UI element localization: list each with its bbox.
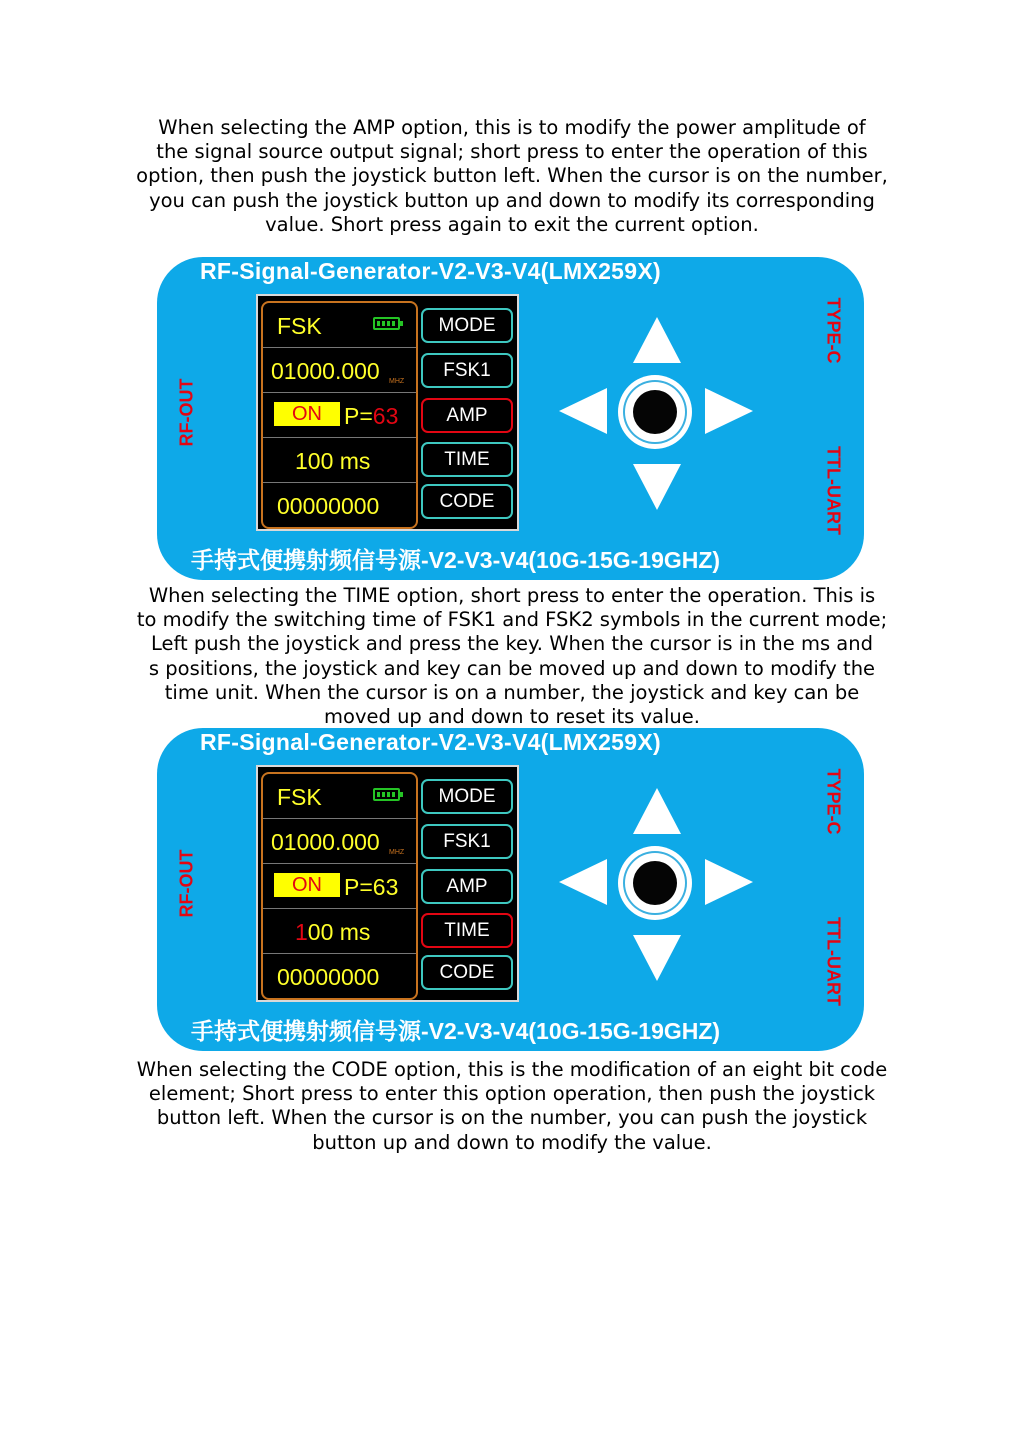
text-line: button left. When the cursor is on the number, you can push the joystick	[156, 1106, 868, 1130]
text-line: When selecting the AMP option, this is to modify the power amplitude of	[158, 116, 866, 139]
type-c-label: TYPE-C	[823, 768, 844, 835]
text-line: Left push the joystick and press the key. When the cursor is in the ms and	[151, 632, 873, 656]
code-row	[263, 483, 416, 528]
rf-out-label: RF-OUT	[176, 378, 197, 447]
time-value: 00 ms	[307, 919, 371, 945]
menu-fsk1-button: FSK1	[421, 824, 513, 859]
joystick-knob-icon	[618, 846, 692, 920]
power-row	[263, 864, 416, 909]
device-title: RF-Signal-Generator-V2-V3-V4(LMX259X)	[200, 258, 661, 284]
code-value: 00000000	[277, 493, 380, 519]
menu-amp-button: AMP	[421, 869, 513, 904]
device-footer: 手持式便携射频信号源-V2-V3-V4(10G-15G-19GHZ)	[191, 547, 721, 573]
menu-time-button: TIME	[421, 913, 513, 948]
text-line: the signal source output signal; short press to enter the operation of this	[156, 140, 868, 164]
mode-label: FSK	[277, 313, 322, 339]
mode-row	[263, 303, 416, 348]
unit-label: MHZ	[389, 378, 405, 385]
battery-icon	[373, 788, 400, 801]
menu-amp-button: AMP	[421, 398, 513, 433]
power-value: 63	[372, 874, 399, 900]
menu-mode-button: MODE	[421, 779, 513, 814]
text-line: time unit. When the cursor is on a number, the joystick and key can be	[164, 680, 860, 704]
unit-label: MHZ	[389, 849, 405, 856]
menu-mode-button: MODE	[421, 308, 513, 343]
text-line: to modify the switching time of FSK1 and FSK2 symbols in the current mode;	[136, 608, 888, 632]
text-line: you can push the joystick button up and down to modify its corresponding	[149, 188, 875, 212]
power-prefix: P=	[344, 874, 373, 900]
on-badge: ON	[274, 402, 340, 426]
menu-time-button: TIME	[421, 442, 513, 477]
time-row	[263, 438, 416, 483]
text-line: value. Short press again to exit the current option.	[265, 212, 759, 236]
status-panel	[261, 301, 418, 529]
frequency-value: 01000.000	[271, 829, 380, 855]
ttl-uart-label: TTL-UART	[823, 446, 844, 535]
rf-out-label: RF-OUT	[176, 849, 197, 918]
menu-code-button: CODE	[421, 955, 513, 990]
paragraph-amp	[90, 116, 934, 237]
power-row	[263, 393, 416, 438]
text-line: element; Short press to enter this option operation, then push the joystick	[148, 1082, 876, 1106]
arrow-down-icon	[633, 935, 681, 981]
joystick-knob-icon	[618, 375, 692, 449]
joystick	[559, 313, 755, 511]
time-row	[263, 909, 416, 954]
battery-icon	[373, 317, 400, 330]
power-value: 63	[372, 403, 399, 429]
mode-row	[263, 774, 416, 819]
status-panel	[261, 772, 418, 1000]
arrow-left-icon	[559, 388, 607, 434]
text-line: button up and down to modify the value.	[312, 1130, 712, 1154]
on-badge: ON	[274, 873, 340, 897]
device-illustration-time	[157, 728, 864, 1051]
arrow-right-icon	[705, 388, 753, 434]
text-line: s positions, the joystick and key can be moved up and down to modify the	[148, 656, 876, 680]
mode-label: FSK	[277, 784, 322, 810]
time-value: 100 ms	[295, 448, 371, 474]
frequency-row	[263, 819, 416, 864]
frequency-row	[263, 348, 416, 393]
text-line: option, then push the joystick button left. When the cursor is on the number,	[136, 164, 888, 188]
ttl-uart-label: TTL-UART	[823, 917, 844, 1006]
frequency-value: 01000.000	[271, 358, 380, 384]
arrow-left-icon	[559, 859, 607, 905]
code-row	[263, 954, 416, 999]
joystick	[559, 784, 755, 982]
paragraph-code	[90, 1058, 934, 1155]
menu-fsk1-button: FSK1	[421, 353, 513, 388]
time-lead-digit: 1	[295, 919, 308, 945]
arrow-up-icon	[633, 788, 681, 834]
arrow-right-icon	[705, 859, 753, 905]
device-illustration-amp	[157, 257, 864, 580]
paragraph-time	[90, 584, 934, 729]
code-value: 00000000	[277, 964, 380, 990]
text-line: When selecting the CODE option, this is the modification of an eight bit code	[136, 1058, 888, 1081]
menu-code-button: CODE	[421, 484, 513, 519]
text-line: moved up and down to reset its value.	[324, 705, 700, 729]
lcd-screen	[256, 765, 519, 1002]
text-line: When selecting the TIME option, short press to enter the operation. This is	[148, 584, 876, 607]
arrow-down-icon	[633, 464, 681, 510]
arrow-up-icon	[633, 317, 681, 363]
device-title: RF-Signal-Generator-V2-V3-V4(LMX259X)	[200, 729, 661, 755]
lcd-screen	[256, 294, 519, 531]
device-footer: 手持式便携射频信号源-V2-V3-V4(10G-15G-19GHZ)	[191, 1018, 721, 1044]
power-prefix: P=	[344, 403, 373, 429]
type-c-label: TYPE-C	[823, 297, 844, 364]
